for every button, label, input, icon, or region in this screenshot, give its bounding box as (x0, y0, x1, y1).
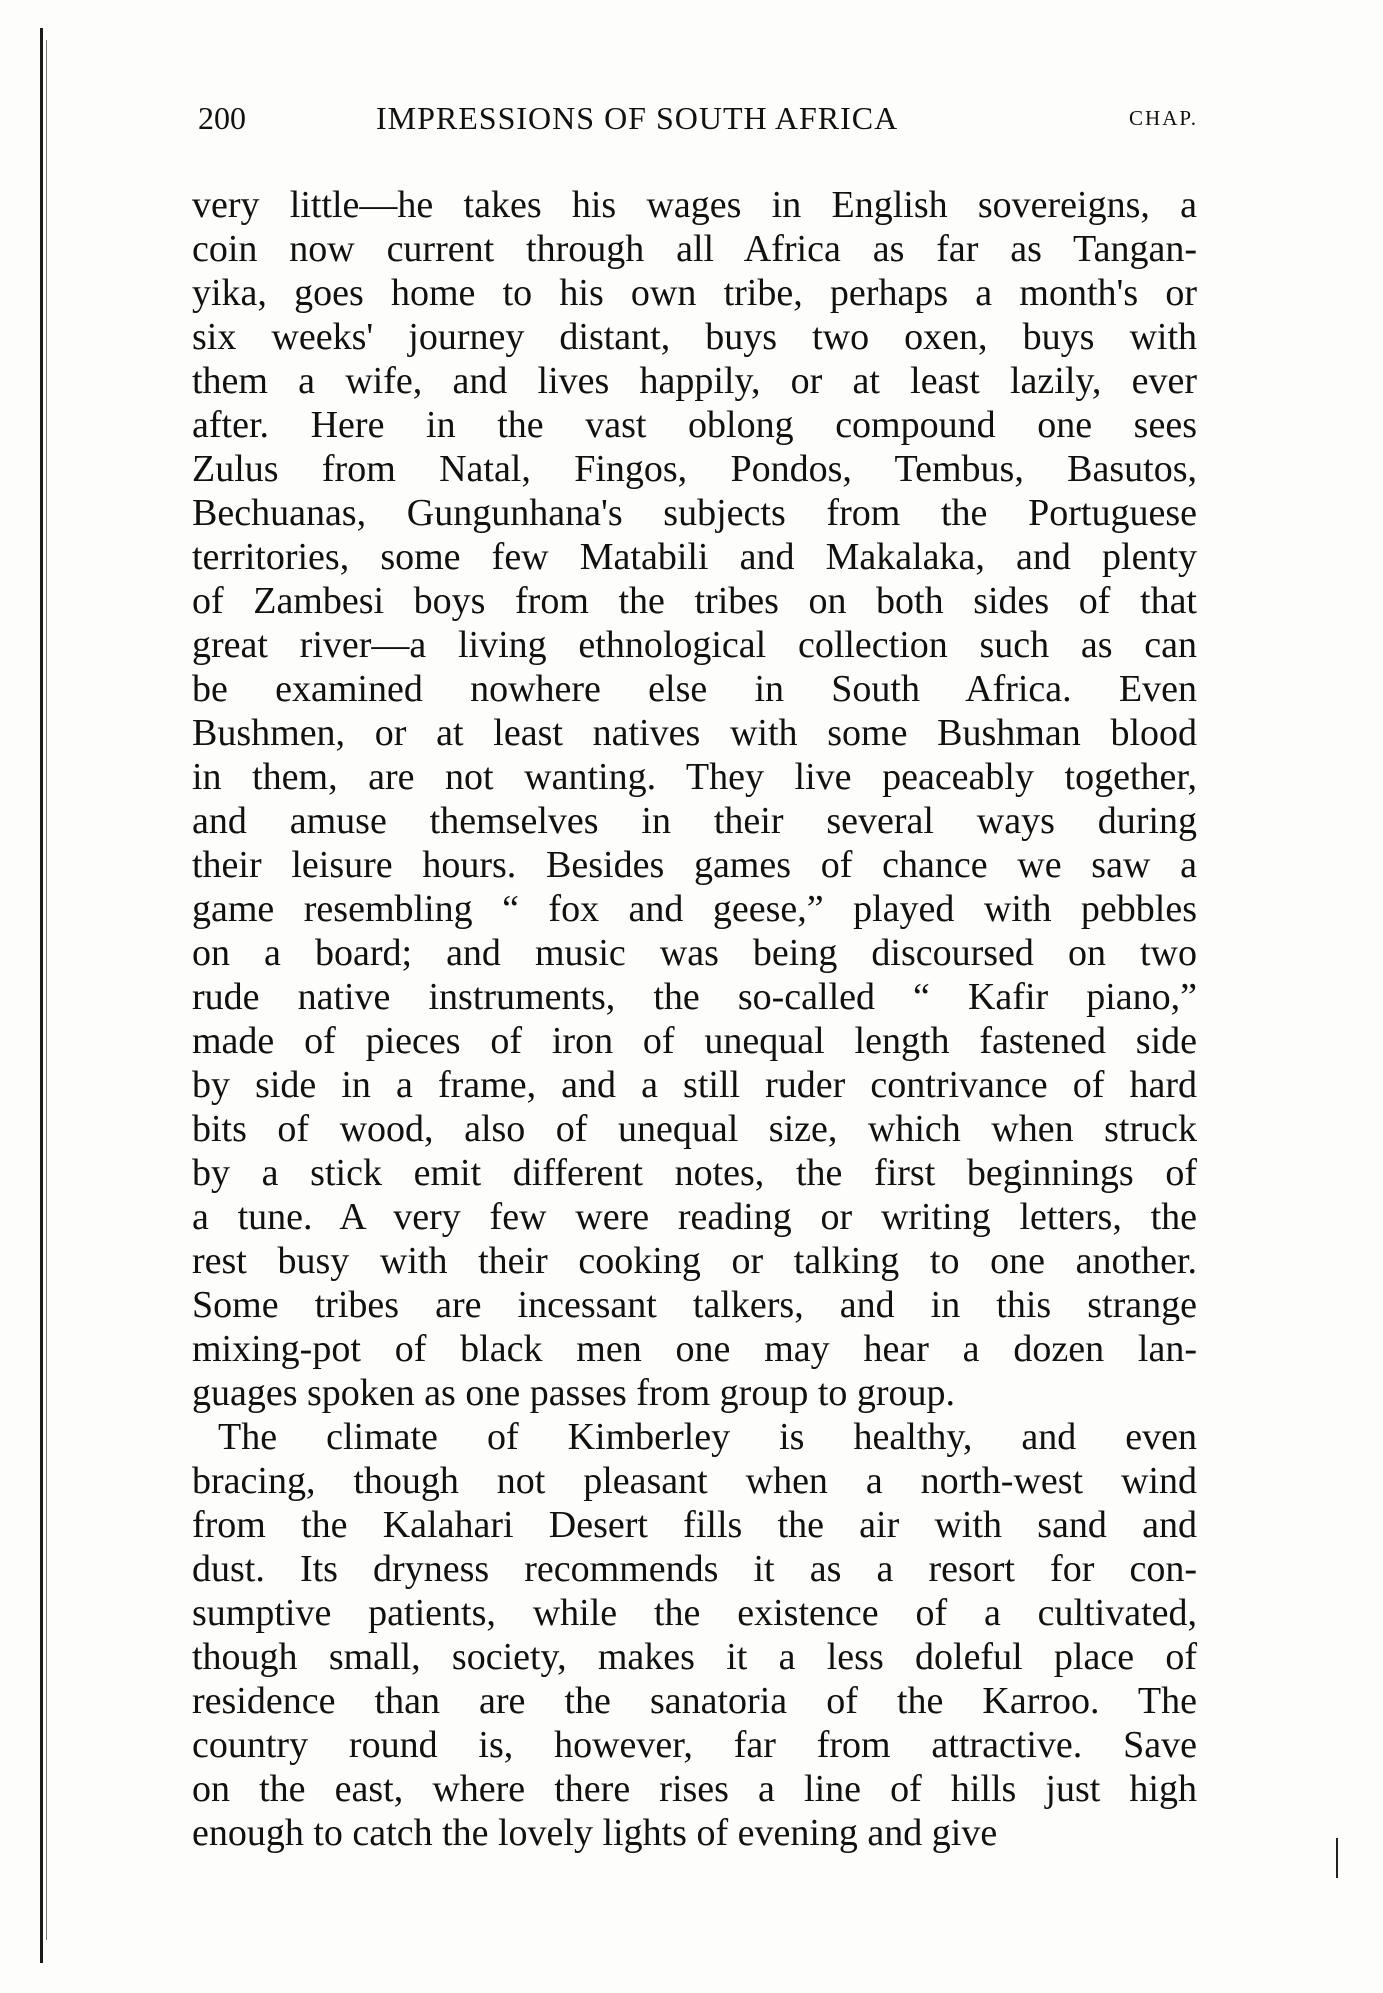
text-line: in them, are not wanting. They live peaceably together, (192, 756, 1197, 798)
chapter-abbrev: CHAP. (1129, 106, 1198, 130)
text-line: guages spoken as one passes from group to group. (192, 1372, 956, 1414)
paragraph (192, 1415, 1197, 1855)
text-line: rude native instruments, the so-called “ Kafir piano,” (192, 976, 1197, 1018)
text-line: The climate of Kimberley is healthy, and even (218, 1416, 1197, 1458)
text-line: mixing-pot of black men one may hear a dozen lan- (192, 1328, 1197, 1370)
text-line: bits of wood, also of unequal size, which when struck (192, 1108, 1197, 1150)
text-line: Bushmen, or at least natives with some Bushman blood (192, 712, 1197, 754)
text-line: from the Kalahari Desert fills the air with sand and (192, 1504, 1197, 1546)
page-binding-shadow (46, 40, 47, 1940)
text-line: rest busy with their cooking or talking to one another. (192, 1240, 1197, 1282)
text-line: dust. Its dryness recommends it as a resort for con- (192, 1548, 1197, 1590)
text-line: game resembling “ fox and geese,” played with pebbles (192, 888, 1197, 930)
text-line: their leisure hours. Besides games of chance we saw a (192, 844, 1197, 886)
text-line: on a board; and music was being discoursed on two (192, 932, 1197, 974)
text-line: territories, some few Matabili and Makalaka, and plenty (192, 536, 1197, 578)
text-line: very little—he takes his wages in English sovereigns, a (192, 184, 1197, 226)
text-line: by a stick emit different notes, the first beginnings of (192, 1152, 1197, 1194)
text-line: a tune. A very few were reading or writing letters, the (192, 1196, 1197, 1238)
text-line: made of pieces of iron of unequal length fastened side (192, 1020, 1197, 1062)
text-line: six weeks' journey distant, buys two oxen, buys with (192, 316, 1197, 358)
text-line: Bechuanas, Gungunhana's subjects from the Portuguese (192, 492, 1197, 534)
text-line: enough to catch the lovely lights of evening and give (192, 1812, 998, 1854)
text-line: bracing, though not pleasant when a north-west wind (192, 1460, 1197, 1502)
text-line: of Zambesi boys from the tribes on both sides of that (192, 580, 1197, 622)
paragraph (192, 183, 1197, 1415)
text-line: coin now current through all Africa as far as Tangan- (192, 228, 1197, 270)
page-binding-edge (40, 28, 43, 1963)
text-line: Zulus from Natal, Fingos, Pondos, Tembus, Basutos, (192, 448, 1197, 490)
scan-edge-mark (1336, 1838, 1338, 1878)
text-line: and amuse themselves in their several ways during (192, 800, 1197, 842)
text-line: after. Here in the vast oblong compound one sees (192, 404, 1197, 446)
body-text (192, 183, 1197, 1855)
running-header (198, 100, 1198, 140)
text-line: though small, society, makes it a less doleful place of (192, 1636, 1197, 1678)
text-line: great river—a living ethnological collection such as can (192, 624, 1197, 666)
text-line: Some tribes are incessant talkers, and in this strange (192, 1284, 1197, 1326)
text-line: be examined nowhere else in South Africa. Even (192, 668, 1197, 710)
running-title: IMPRESSIONS OF SOUTH AFRICA (376, 100, 899, 136)
text-line: them a wife, and lives happily, or at least lazily, ever (192, 360, 1197, 402)
page-number: 200 (198, 100, 246, 136)
text-line: by side in a frame, and a still ruder contrivance of hard (192, 1064, 1197, 1106)
text-line: residence than are the sanatoria of the Karroo. The (192, 1680, 1197, 1722)
text-line: sumptive patients, while the existence of a cultivated, (192, 1592, 1197, 1634)
text-line: yika, goes home to his own tribe, perhaps a month's or (192, 272, 1197, 314)
text-line: country round is, however, far from attractive. Save (192, 1724, 1197, 1766)
text-line: on the east, where there rises a line of hills just high (192, 1768, 1197, 1810)
